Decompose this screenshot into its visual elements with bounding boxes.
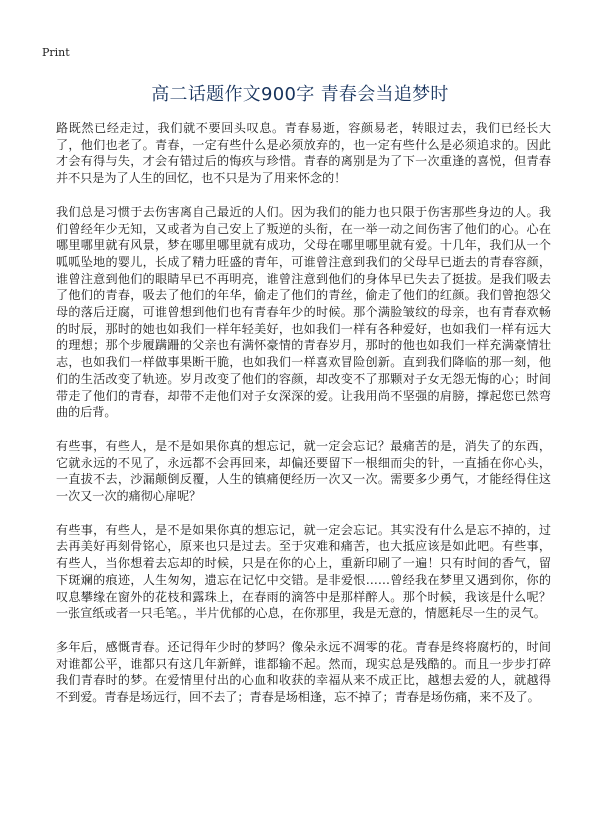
article-paragraph: 有些事，有些人，是不是如果你真的想忘记，就一定会忘记？最痛苦的是，消失了的东西，它就永远的不见了，永远都不会再回来，却偏还要留下一根细而尖的针，一直插在你心头，一直拔不去，沙漏颠倒反覆，人生的镇痛便经历一次又一次。需要多少勇气，才能经得住这一次又一次的痛彻心扉呢？ [56, 438, 551, 504]
article-title: 高二话题作文900字 青春会当追梦时 [151, 84, 449, 105]
article-paragraph: 多年后，感慨青春。还记得年少时的梦吗？像朵永远不凋零的花。青春是终将腐朽的，时间对谁都公平，谁都只有这几年新鲜，谁都输不起。然而，现实总是残酷的。而且一步步打碎我们青春时的梦。在爱情里付出的心血和收获的幸福从来不成正比，越想去爱的人，就越得不到爱。青春是场远行，回不去了；青春是场相逢，忘不掉了；青春是场伤痛，来不及了。 [56, 639, 551, 705]
article-paragraph: 我们总是习惯于去伤害离自己最近的人们。因为我们的能力也只限于伤害那些身边的人。我们曾经年少无知，又或者为自己安上了叛逆的头衔，在一举一动之间伤害了他们的心。心在哪里哪里就有风景，梦在哪里哪里就有成功，父母在哪里哪里就有爱。十几年，我们从一个呱呱坠地的婴儿，长成了精力旺盛的青年，可谁曾注意到我们的父母早已逝去的青春容颜，谁曾注意到他们的眼睛早已不再明亮，谁曾注意到他们的身体早已失去了挺拔。是我们吸去了他们的青春，吸去了他们的年华，偷走了他们的青丝，偷走了他们的红颜。我们曾抱怨父母的落后迂腐，可谁曾想到他们也有青春年少的时候。那个满脸皱纹的母亲，也有青春欢畅的时辰，那时的她也如我们一样年轻美好，也如我们一样有各种爱好，也如我们一样有远大的理想；那个步履蹒跚的父亲也有满怀豪情的青春岁月，那时的他也如我们一样充满豪情壮志，也如我们一样做事果断干脆，也如我们一样喜欢冒险创新。直到我们降临的那一刻，他们的生活改变了轨迹。岁月改变了他们的容颜，却改变不了那颗对子女无怨无悔的心；时间带走了他们的青春，却带不走他们对子女深深的爱。让我用尚不坚强的肩膀，撑起您已然弯曲的后背。 [56, 204, 551, 420]
article-body [56, 120, 551, 723]
article-paragraph: 有些事，有些人，是不是如果你真的想忘记，就一定会忘记。其实没有什么是忘不掉的，过去再美好再刻骨铭心，原来也只是过去。至于灾难和痛苦，也大抵应该是如此吧。有些事，有些人，当你想着去忘却的时候，只是在你的心上，重新印刷了一遍！只有时间的香气，留下斑斓的痕迹，人生匆匆，遗忘在记忆中交错。是非爱恨……曾经我在梦里又遇到你，你的叹息攀缘在窗外的花枝和露珠上，在春雨的滴答中是那样醉人。那个时候，我该是什么呢？一张宣纸或者一只毛笔。，半片优郁的心息，在你那里，我是无意的，情愿耗尽一生的灵气。 [56, 522, 551, 621]
article-paragraph: 路既然已经走过，我们就不要回头叹息。青春易逝，容颜易老，转眼过去，我们已经长大了，他们也老了。青春，一定有些什么是必须放弃的，也一定有些什么是必须追求的。因此才会有得与失，才会有错过后的悔疚与珍惜。青春的离别是为了下一次重逢的喜悦，但青春并不只是为了人生的回忆，也不只是为了用来怀念的！ [56, 121, 551, 186]
print-link[interactable]: Print [42, 46, 70, 59]
